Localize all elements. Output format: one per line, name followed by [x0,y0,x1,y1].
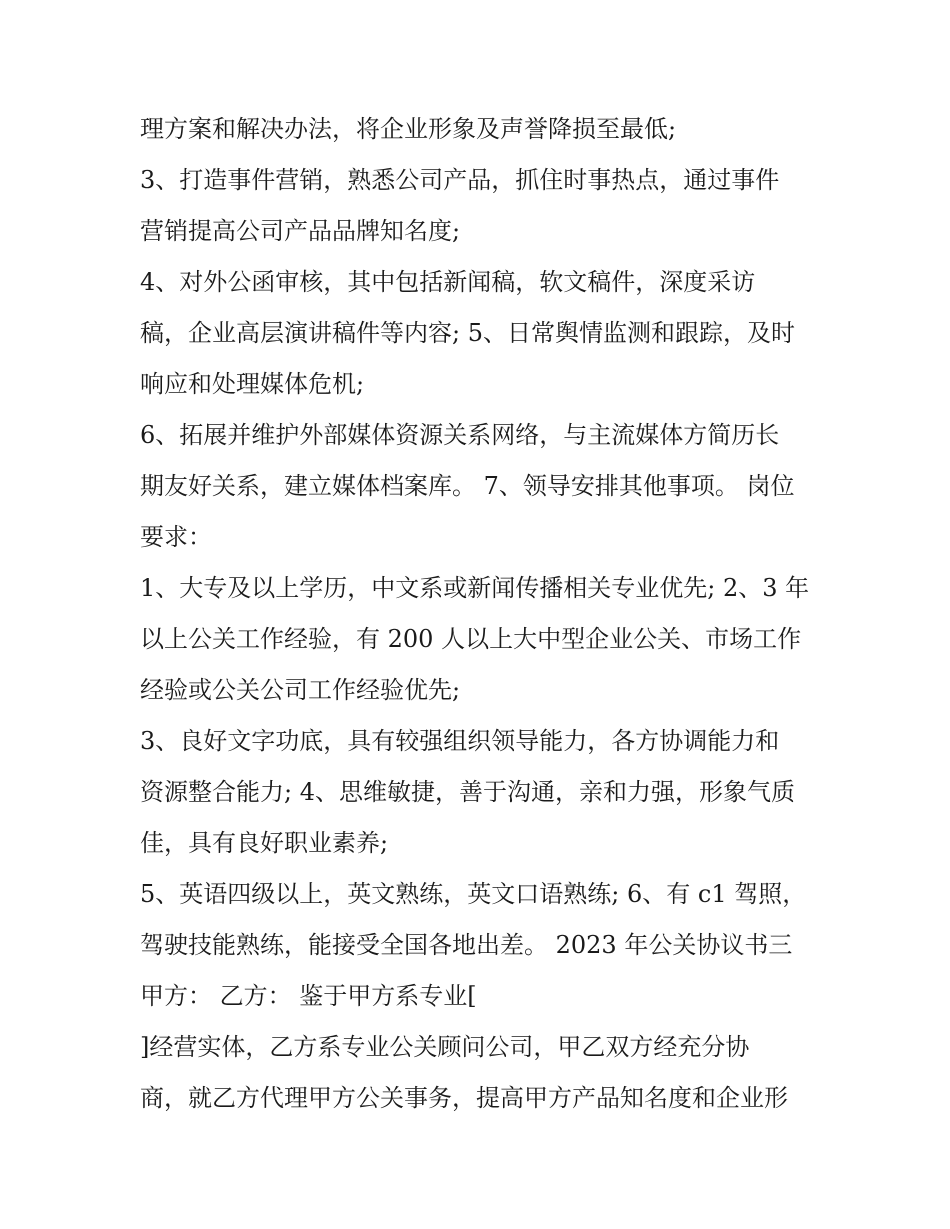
text-line: 5、英语四级以上，英文熟练，英文口语熟练; 6、有 c1 驾照， [140,880,807,908]
text-line: 3、良好文字功底，具有较强组织领导能力，各方协调能力和 [140,727,780,755]
text-line: 响应和处理媒体危机; [140,370,365,398]
text-line: 稿，企业高层演讲稿件等内容; 5、日常舆情监测和跟踪，及时 [140,319,795,347]
text-line: 驾驶技能熟练，能接受全国各地出差。 2023 年公关协议书三 [140,931,793,959]
text-line: 佳，具有良好职业素养; [140,829,389,857]
text-line: 3、打造事件营销，熟悉公司产品，抓住时事热点，通过事件 [140,166,780,194]
text-line: 6、拓展并维护外部媒体资源关系网络，与主流媒体方简历长 [140,421,780,449]
text-line: 甲方： 乙方： 鉴于甲方系专业[ [140,982,477,1010]
text-line: ]经营实体，乙方系专业公关顾问公司，甲乙双方经充分协 [140,1033,750,1061]
text-line: 经验或公关公司工作经验优先; [140,676,461,704]
text-line: 4、对外公函审核，其中包括新闻稿，软文稿件，深度采访 [140,268,756,296]
document-body [140,104,830,1124]
text-line: 商，就乙方代理甲方公关事务，提高甲方产品知名度和企业形 [140,1084,788,1112]
text-line: 营销提高公司产品品牌知名度; [140,217,461,245]
text-line: 资源整合能力; 4、思维敏捷，善于沟通，亲和力强，形象气质 [140,778,795,806]
text-line: 理方案和解决办法，将企业形象及声誉降损至最低; [140,115,677,143]
text-line: 要求： [140,523,212,551]
text-line: 以上公关工作经验，有 200 人以上大中型企业公关、市场工作 [140,625,802,653]
text-line: 1、大专及以上学历，中文系或新闻传播相关专业优先; 2、3 年 [140,574,810,602]
text-line: 期友好关系，建立媒体档案库。 7、领导安排其他事项。 岗位 [140,472,795,500]
